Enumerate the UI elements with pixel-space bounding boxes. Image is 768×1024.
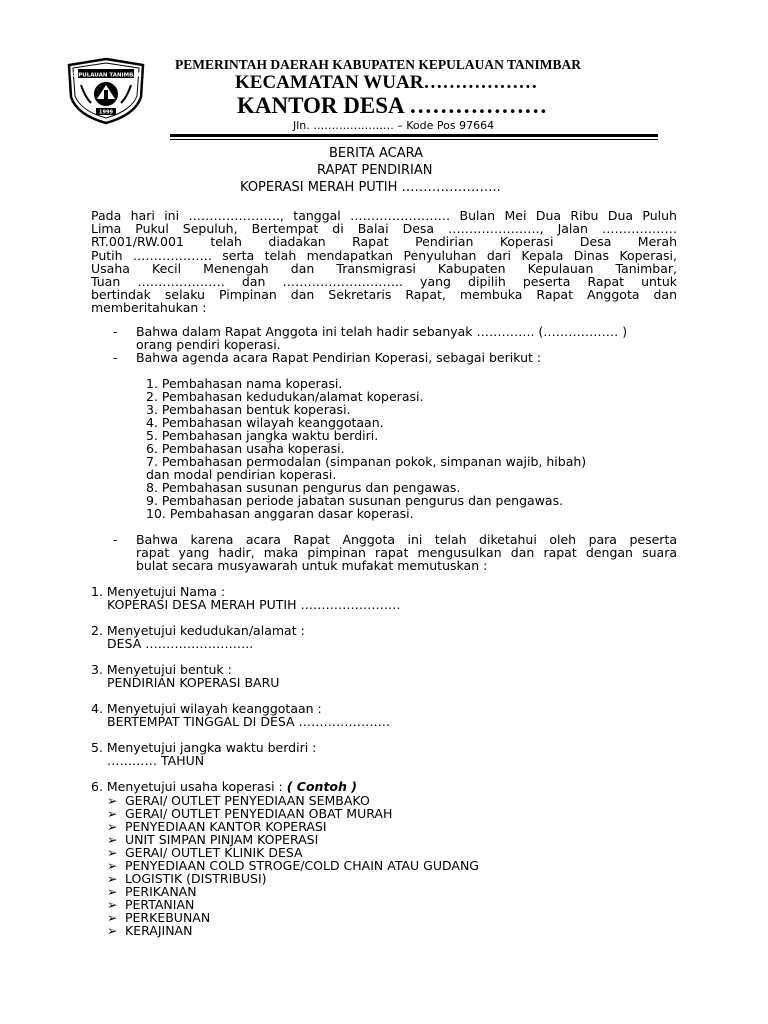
decision-value: PENDIRIAN KOPERASI BARU [107, 675, 280, 690]
doc-title: BERITA ACARA [329, 146, 423, 161]
bullet-decision-line: Bahwa karena acara Rapat Anggota ini telah diketahui oleh para peserta [136, 532, 677, 547]
decision-value: BERTEMPAT TINGGAL DI DESA …………………. [107, 714, 391, 729]
logo-text-top: KEPULAUAN TANIMBAR [70, 72, 142, 79]
header-divider-thick [170, 134, 658, 137]
decision-label: 3. Menyetujui bentuk : [91, 662, 232, 677]
usaha-item-label: PERIKANAN [125, 884, 197, 899]
arrow-bullet-icon: ➢ [107, 819, 118, 834]
intro-line: Lima Pukul Sepuluh, Bertempat di Balai Desa …………………., Jalan ……………… [91, 221, 677, 237]
arrow-bullet-icon: ➢ [107, 858, 118, 873]
arrow-bullet-icon: ➢ [107, 845, 118, 860]
bullet-dash: - [113, 532, 118, 547]
decision-label: 2. Menyetujui kedudukan/alamat : [91, 623, 305, 638]
usaha-item-label: PERKEBUNAN [125, 910, 211, 925]
arrow-bullet-icon: ➢ [107, 910, 118, 925]
bullet-decision-intro [136, 533, 677, 573]
agenda-item-continued: dan modal pendirian koperasi. [146, 467, 337, 482]
usaha-item [107, 924, 192, 937]
decision-value: KOPERASI DESA MERAH PUTIH …………………… [107, 597, 401, 612]
agenda-item: 8. Pembahasan susunan pengurus dan pengawas. [146, 480, 461, 495]
logo-year: 1999 [99, 109, 113, 116]
decision-value: ………… TAHUN [107, 753, 205, 768]
intro-line: Putih ………………. serta telah mendapatkan Penyuluhan dari Kepala Dinas Koperasi, [91, 247, 677, 263]
bullet-decision-line: bulat secara musyawarah untuk mufakat memutuskan : [136, 558, 488, 574]
regency-emblem-logo [63, 57, 149, 125]
arrow-bullet-icon: ➢ [107, 884, 118, 899]
decision-value: DESA …………………….. [107, 636, 254, 651]
decision-label: 4. Menyetujui wilayah keanggotaan : [91, 701, 322, 716]
arrow-bullet-icon: ➢ [107, 806, 118, 821]
doc-subject: KOPERASI MERAH PUTIH ………………….. [240, 180, 501, 195]
usaha-item-label: GERAI/ OUTLET KLINIK DESA [125, 845, 303, 860]
agenda-item: 2. Pembahasan kedudukan/alamat koperasi. [146, 389, 424, 404]
arrow-bullet-icon: ➢ [107, 793, 118, 808]
intro-line: Tuan ………………… dan ……………………….. yang dipilih peserta Rapat untuk [91, 274, 677, 290]
agenda-item: 4. Pembahasan wilayah keanggotaan. [146, 415, 384, 430]
letterhead-district: KECAMATAN WUAR……………… [235, 72, 538, 93]
agenda-item: 9. Pembahasan periode jabatan susunan pengurus dan pengawas. [146, 493, 564, 508]
intro-paragraph [91, 209, 677, 315]
arrow-bullet-icon: ➢ [107, 832, 118, 847]
arrow-bullet-icon: ➢ [107, 897, 118, 912]
bullet-attendance-line: Bahwa dalam Rapat Anggota ini telah hadir sebanyak ………….. (……………… ) [136, 324, 628, 339]
bullet-decision-line: rapat yang hadir, maka pimpinan rapat mengusulkan dan rapat dengan suara [136, 545, 677, 561]
intro-line: Usaha Kecil Menengah dan Transmigrasi Kabupaten Kepulauan Tanimbar, [91, 260, 677, 276]
usaha-example-tag: ( Contoh ) [286, 779, 357, 794]
arrow-bullet-icon: ➢ [107, 871, 118, 886]
header-divider-thin [170, 139, 658, 140]
letterhead-village-office: KANTOR DESA ……………… [237, 93, 548, 118]
agenda-item: 3. Pembahasan bentuk koperasi. [146, 402, 351, 417]
usaha-label: 6. Menyetujui usaha koperasi : [91, 779, 287, 794]
intro-line: memberitahukan : [91, 300, 207, 316]
usaha-heading [91, 780, 357, 793]
intro-line: RT.001/RW.001 telah diadakan Rapat Pendirian Koperasi Desa Merah [91, 234, 677, 250]
agenda-item: 1. Pembahasan nama koperasi. [146, 376, 343, 391]
usaha-item-label: UNIT SIMPAN PINJAM KOPERASI [125, 832, 319, 847]
bullet-attendance-line: orang pendiri koperasi. [136, 337, 281, 352]
agenda-item: 7. Pembahasan permodalan (simpanan pokok, simpanan wajib, hibah) [146, 454, 587, 469]
usaha-item-label: PENYEDIAAN KANTOR KOPERASI [125, 819, 327, 834]
letterhead-government: PEMERINTAH DAERAH KABUPATEN KEPULAUAN TANIMBAR [175, 57, 582, 72]
usaha-item-label: LOGISTIK (DISTRIBUSI) [125, 871, 267, 886]
usaha-item-label: PENYEDIAAN COLD STROGE/COLD CHAIN ATAU GUDANG [125, 858, 479, 873]
agenda-item: 5. Pembahasan jangka waktu berdiri. [146, 428, 379, 443]
agenda-item: 6. Pembahasan usaha koperasi. [146, 441, 345, 456]
usaha-item-label: GERAI/ OUTLET PENYEDIAAN OBAT MURAH [125, 806, 393, 821]
bullet-dash: - [113, 350, 118, 365]
usaha-item-label: KERAJINAN [125, 923, 193, 938]
bullet-agenda-intro: Bahwa agenda acara Rapat Pendirian Koperasi, sebagai berikut : [136, 350, 542, 365]
letterhead-address: Jln. …………………. – Kode Pos 97664 [293, 119, 495, 132]
bullet-dash: - [113, 324, 118, 339]
intro-line: Pada hari ini …………………., tanggal …………………… Bulan Mei Dua Ribu Dua Puluh [91, 208, 677, 223]
decision-label: 1. Menyetujui Nama : [91, 584, 226, 599]
usaha-item-label: GERAI/ OUTLET PENYEDIAAN SEMBAKO [125, 793, 370, 808]
decision-label: 5. Menyetujui jangka waktu berdiri : [91, 740, 317, 755]
agenda-item: 10. Pembahasan anggaran dasar koperasi. [146, 506, 414, 521]
doc-subtitle: RAPAT PENDIRIAN [317, 163, 433, 178]
usaha-item-label: PERTANIAN [125, 897, 195, 912]
arrow-bullet-icon: ➢ [107, 923, 118, 938]
intro-line: bertindak selaku Pimpinan dan Sekretaris Rapat, membuka Rapat Anggota dan [91, 287, 677, 303]
